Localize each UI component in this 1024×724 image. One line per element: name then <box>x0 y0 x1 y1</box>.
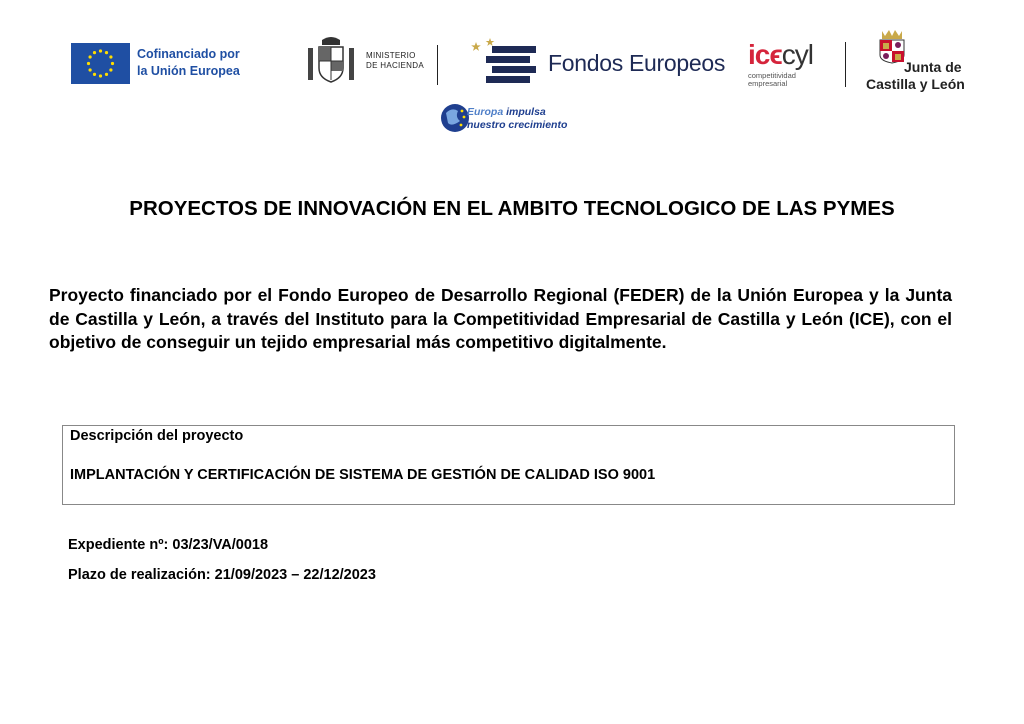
eu-flag-icon <box>71 43 130 84</box>
logo-divider <box>437 45 438 85</box>
europa-impulsa-globe-icon <box>440 101 470 136</box>
iceyl-e-icon: ϵ <box>769 39 782 70</box>
logo-divider <box>845 42 846 87</box>
expediente-number: Expediente nº: 03/23/VA/0018 <box>68 537 269 553</box>
iceyl-logo: icϵcyl <box>748 39 813 70</box>
eu-cofinanciado-text: Cofinanciado por la Unión Europea <box>137 47 240 78</box>
europa-impulsa-text: Europa impulsa nuestro crecimiento <box>467 106 568 131</box>
page-title: PROYECTOS DE INNOVACIÓN EN EL AMBITO TECNOLOGICO DE LAS PYMES <box>129 197 895 220</box>
description-label: Descripción del proyecto <box>70 428 244 444</box>
spain-coat-of-arms-icon <box>305 34 357 89</box>
fondos-europeos-text: Fondos Europeos <box>548 50 726 76</box>
funding-paragraph: Proyecto financiado por el Fondo Europeo de Desarrollo Regional (FEDER) de la Unión Europea y la Junta de Castilla y León, a través del Instituto para la Competitividad Empresarial de Castilla y León (ICE), con el objetivo de conseguir un tejido empresarial más competitivo digitalmente. <box>49 285 952 352</box>
junta-castilla-leon-text: Junta de Castilla y León <box>866 59 965 92</box>
description-value: IMPLANTACIÓN Y CERTIFICACIÓN DE SISTEMA DE GESTIÓN DE CALIDAD ISO 9001 <box>70 467 656 483</box>
fondos-europeos-mark-icon <box>470 38 542 88</box>
plazo-realizacion: Plazo de realización: 21/09/2023 – 22/12/2023 <box>68 567 376 583</box>
iceyl-subtitle: competitividad empresarial <box>748 71 796 88</box>
ministerio-hacienda-text: MINISTERIO DE HACIENDA <box>366 51 424 70</box>
